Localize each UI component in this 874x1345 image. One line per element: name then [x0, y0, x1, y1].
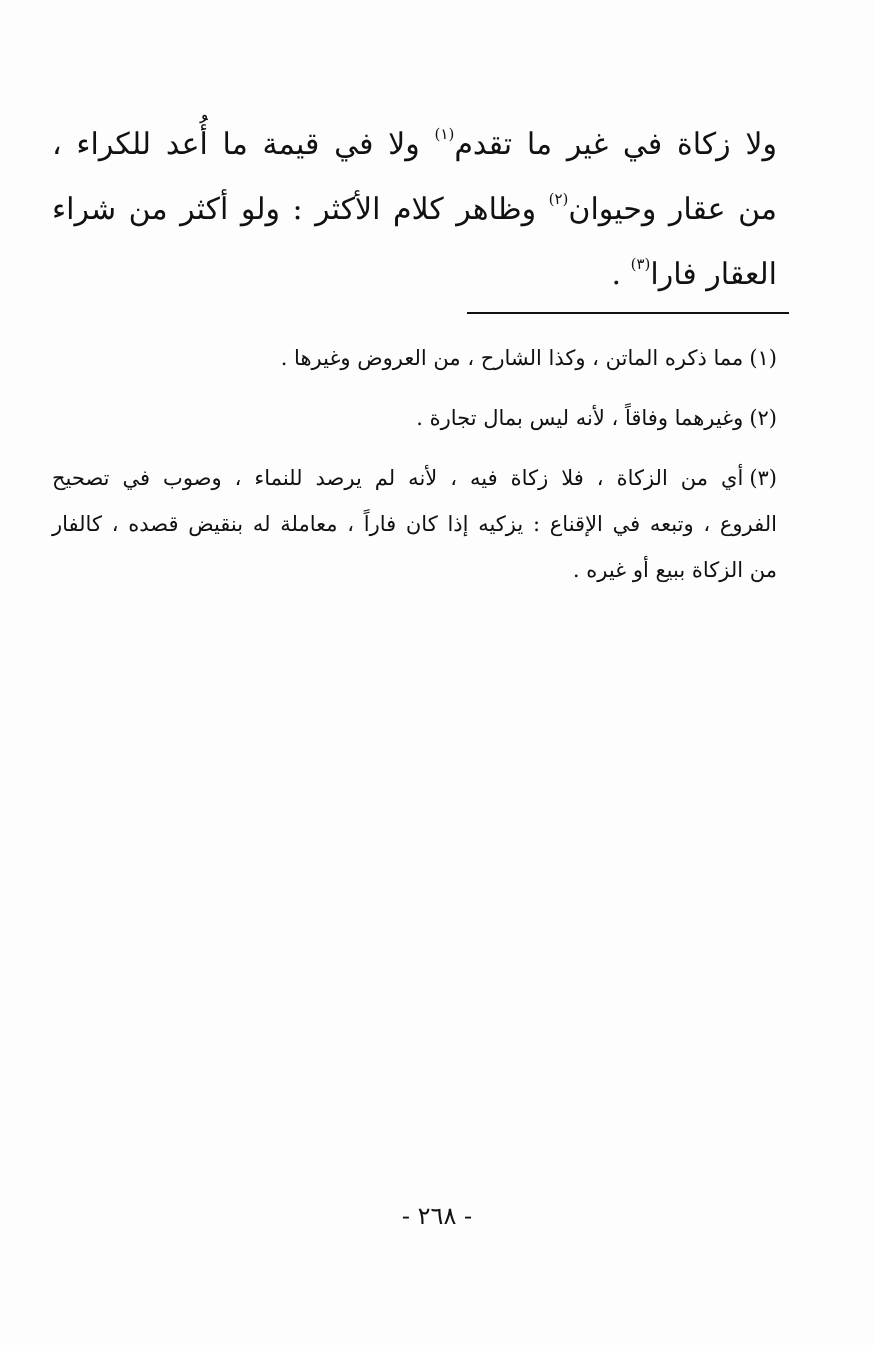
footnote-ref-3[interactable]: (٣) [630, 255, 651, 273]
footnote-number: (٢) [749, 406, 777, 430]
main-text-line [52, 242, 777, 307]
main-text-segment: العقار فارا [650, 257, 777, 292]
main-text [52, 112, 777, 307]
footnote-ref-2[interactable]: (٢) [548, 190, 569, 208]
footnote-separator [467, 312, 789, 314]
main-text-segment: ولا زكاة في غير ما تقدم [454, 127, 777, 162]
main-text-segment: . [611, 257, 631, 292]
page-number: - ٢٦٨ - [401, 1202, 473, 1230]
footnote-line [52, 455, 777, 501]
main-text-segment: وظاهر كلام الأكثر : ولو أكثر من شراء [52, 192, 549, 227]
footnote-3 [52, 455, 777, 593]
footnote-line: الفروع ، وتبعه في الإقناع : يزكيه إذا كان فاراً ، معاملة له بنقيض قصده ، كالفار [52, 512, 777, 536]
footnote-text: وغيرهما وفاقاً ، لأنه ليس بمال تجارة . [416, 406, 744, 430]
footnote-number: (٣) [749, 466, 777, 490]
main-text-line [52, 112, 777, 177]
footnote-line: من الزكاة ببيع أو غيره . [572, 558, 777, 582]
main-text-line [52, 177, 777, 242]
footnote-text: أي من الزكاة ، فلا زكاة فيه ، لأنه لم يرصد للنماء ، وصوب في تصحيح [52, 466, 744, 490]
main-text-segment: ولا في قيمة ما أُعد للكراء ، [52, 127, 435, 162]
footnote-2 [52, 395, 777, 441]
footnote-1 [52, 335, 777, 381]
footnote-number: (١) [749, 346, 777, 370]
main-text-segment: من عقار وحيوان [568, 192, 778, 227]
footnotes [52, 335, 777, 593]
footnote-ref-1[interactable]: (١) [434, 125, 455, 143]
footnote-text: مما ذكره الماتن ، وكذا الشارح ، من العروض وغيرها . [280, 346, 744, 370]
